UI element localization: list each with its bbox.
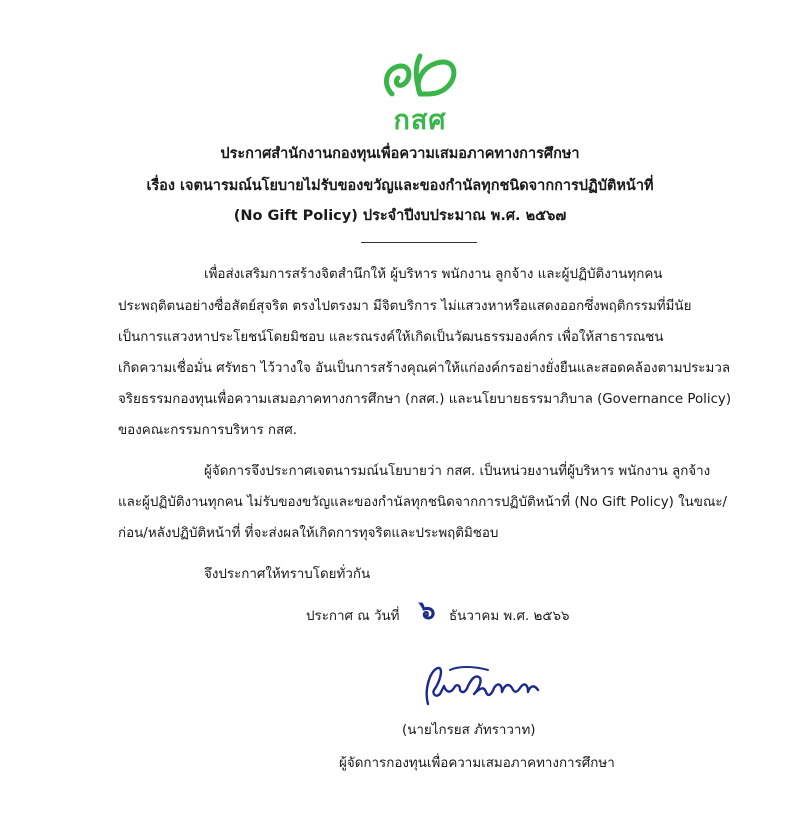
paragraph2-line: ผู้จัดการจึงประกาศเจตนารมณ์นโยบายว่า กสศ. เป็นหน่วยงานที่ผู้บริหาร พนักงาน ลูกจ้าง <box>204 464 711 479</box>
paragraph1-line: เพื่อส่งเสริมการสร้างจิตสำนึกให้ ผู้บริหาร พนักงาน ลูกจ้าง และผู้ปฏิบัติงานทุกคน <box>204 267 663 282</box>
divider <box>361 242 477 243</box>
eef-logo <box>380 50 460 135</box>
header-line-1: ประกาศสำนักงานกองทุนเพื่อความเสมอภาคทางการศึกษา <box>220 146 580 162</box>
signer-position: ผู้จัดการกองทุนเพื่อความเสมอภาคทางการศึกษา <box>339 756 615 771</box>
paragraph1-line: เป็นการแสวงหาประโยชน์โดยมิชอบ และรณรงค์ให้เกิดเป็นวัฒนธรรมองค์กร เพื่อให้สาธารณชน <box>118 330 664 345</box>
announcement: จึงประกาศให้ทราบโดยทั่วกัน <box>204 567 371 582</box>
paragraph2-line: ก่อน/หลังปฏิบัติหน้าที่ ที่จะส่งผลให้เกิดการทุจริตและประพฤติมิชอบ <box>118 526 499 541</box>
signer-name: (นายไกรยส ภัทราวาท) <box>402 723 536 738</box>
paragraph1-line: จริยธรรมกองทุนเพื่อความเสมอภาคทางการศึกษา (กสศ.) และนโยบายธรรมาภิบาล (Governance Policy) <box>118 392 732 407</box>
paragraph2-line: และผู้ปฏิบัติงานทุกคน ไม่รับของขวัญและของกำนัลทุกชนิดจากการปฏิบัติหน้าที่ (No Gift Policy) ในขณะ/ <box>118 495 728 510</box>
date-day-handwritten: ๖ <box>419 596 436 626</box>
paragraph1-line: ประพฤติตนอย่างซื่อสัตย์สุจริต ตรงไปตรงมา มีจิตบริการ ไม่แสวงหาหรือแสดงออกซึ่งพฤติกรรมที่มีนัย <box>118 299 692 314</box>
date-prefix: ประกาศ ณ วันที่ <box>306 609 400 624</box>
paragraph1-line: เกิดความเชื่อมั่น ศรัทธา ไว้วางใจ อันเป็นการสร้างคุณค่าให้แก่องค์กรอย่างยั่งยืนและสอดคล้องตามประมวล <box>118 361 731 376</box>
header-line-2: เรื่อง เจตนารมณ์นโยบายไม่รับของขวัญและของกำนัลทุกชนิดจากการปฏิบัติหน้าที่ <box>146 178 654 194</box>
header-line-3: (No Gift Policy) ประจำปีงบประมาณ พ.ศ. ๒๕๖๗ <box>233 208 567 224</box>
signature-icon <box>418 664 542 710</box>
paragraph1-line: ของคณะกรรมการบริหาร กสศ. <box>118 423 297 438</box>
date-suffix: ธันวาคม พ.ศ. ๒๕๖๖ <box>449 609 570 624</box>
leaf-logo-icon <box>380 50 460 100</box>
logo-text: กสศ <box>393 105 447 136</box>
